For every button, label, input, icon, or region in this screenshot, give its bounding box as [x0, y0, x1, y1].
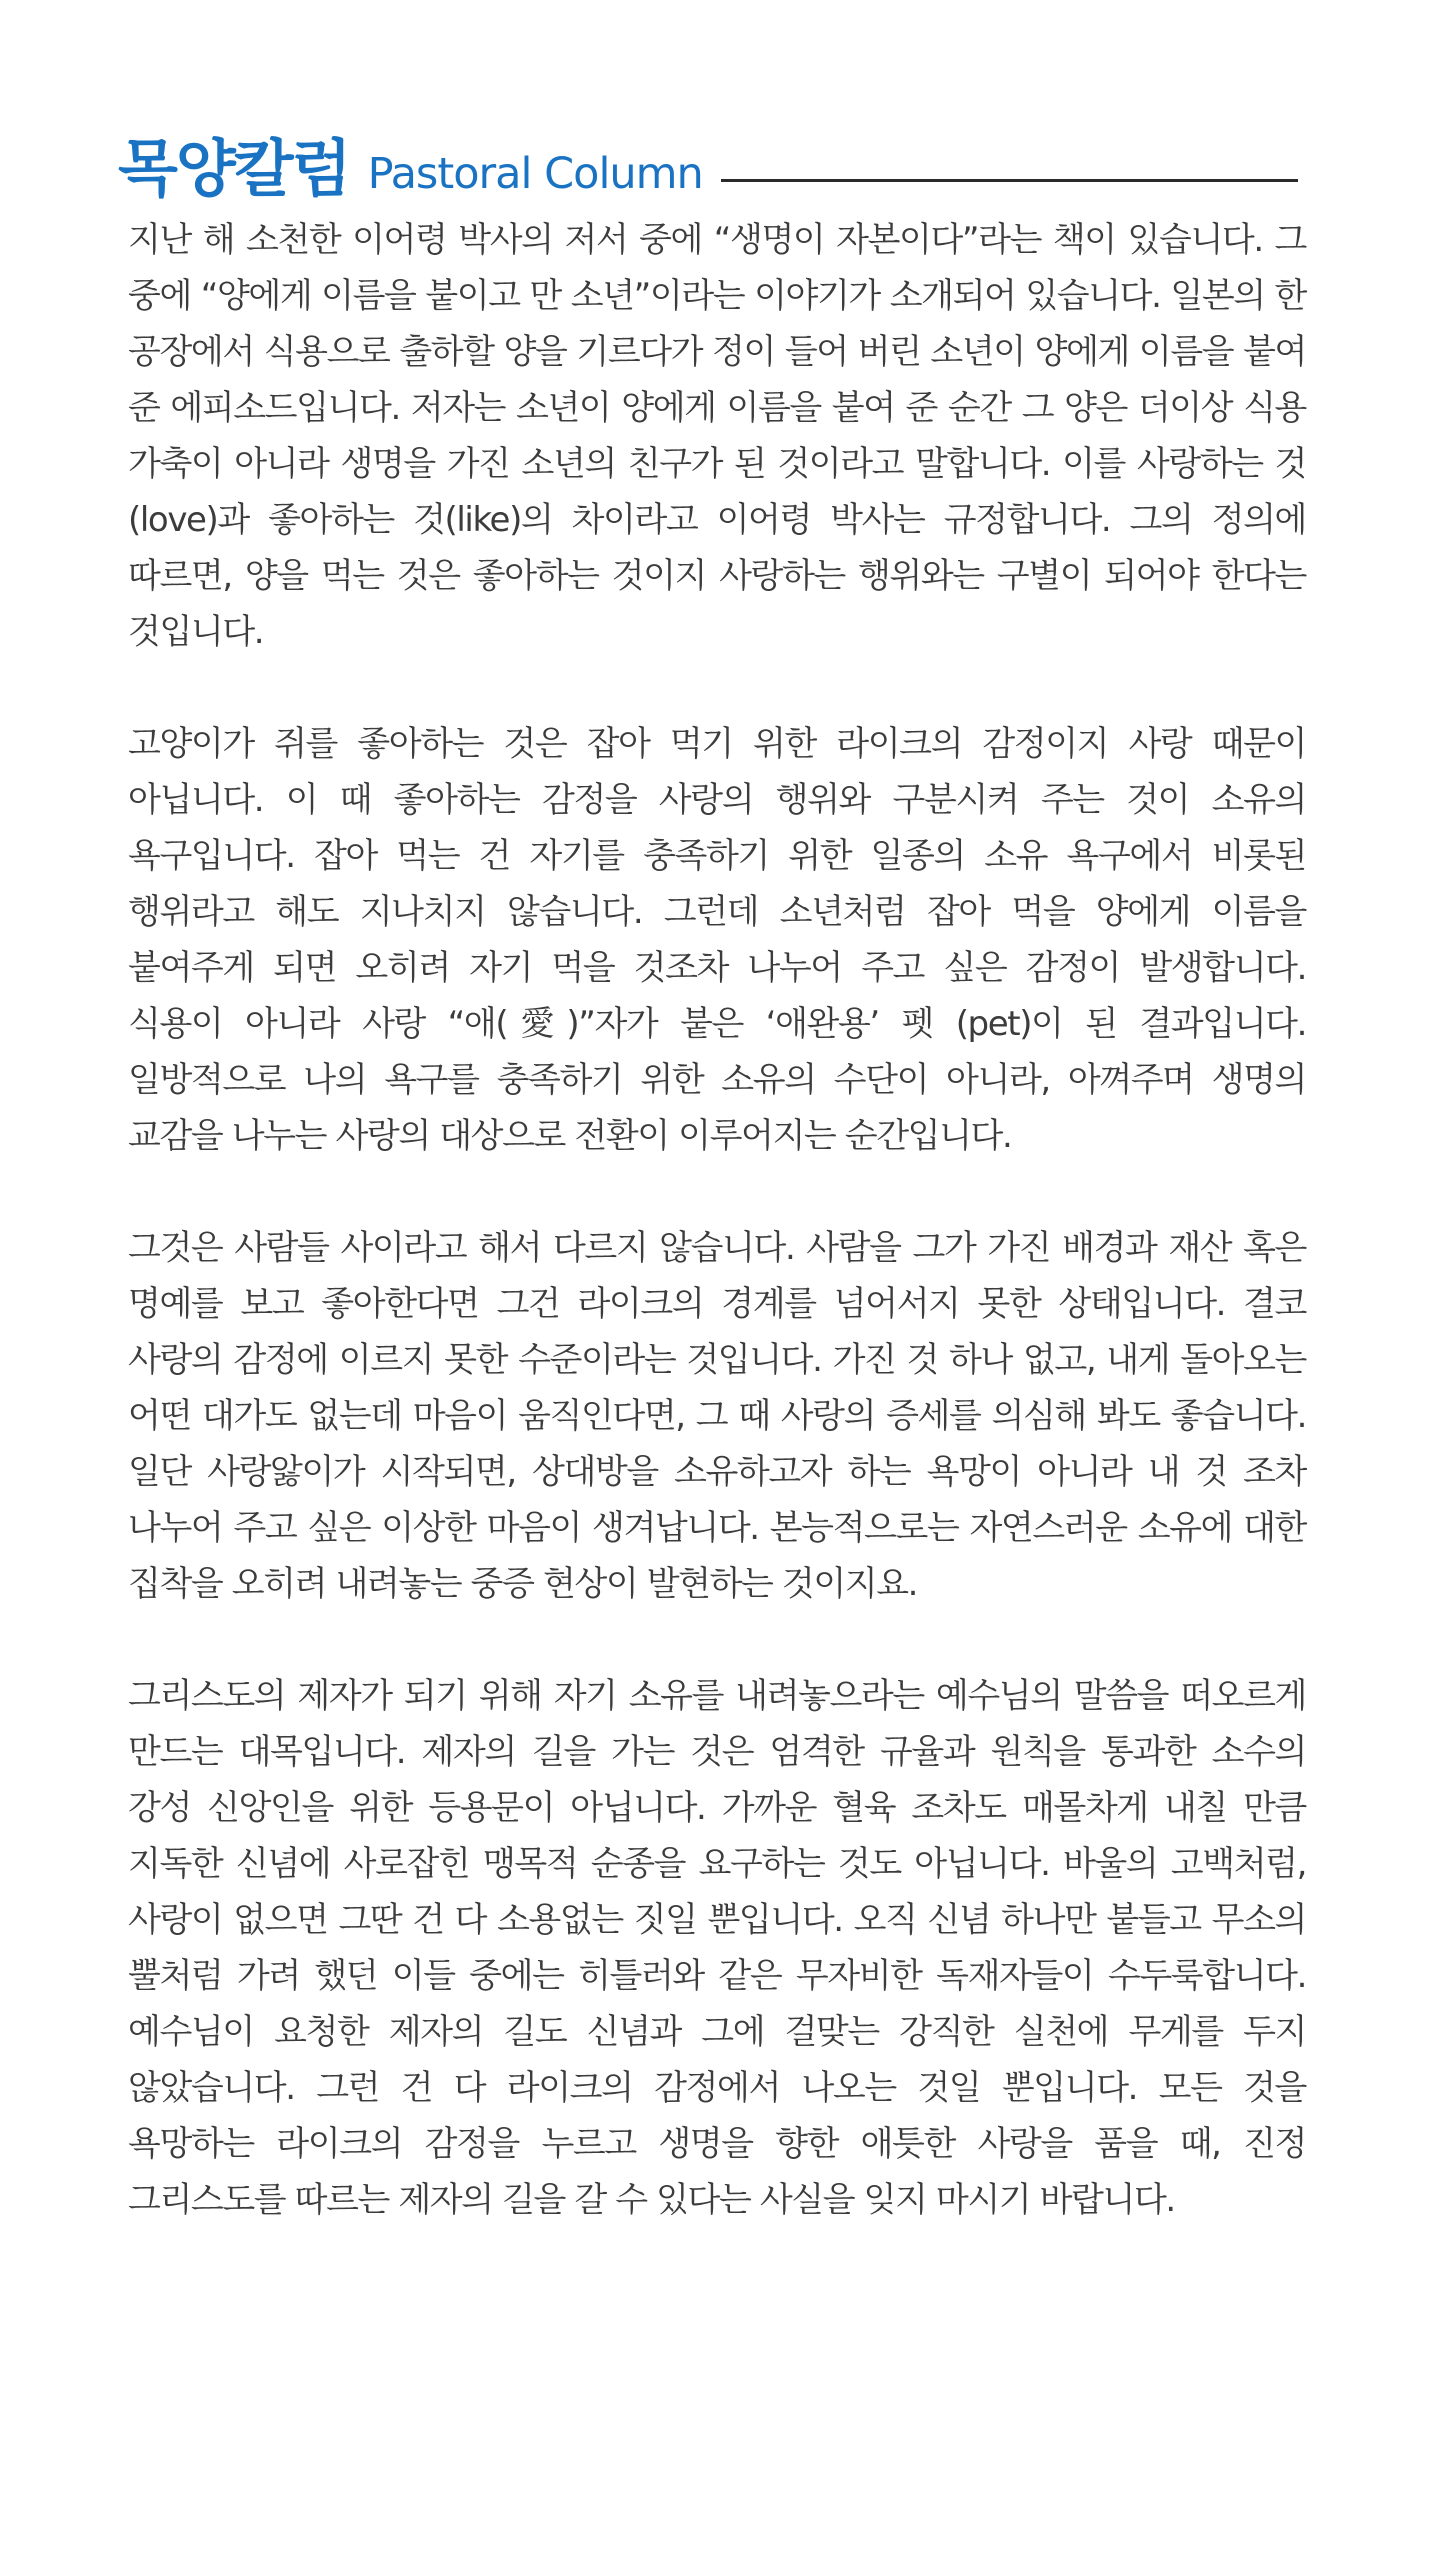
page-title: 목양칼럼: [118, 132, 350, 205]
column-body: [128, 212, 1306, 2284]
paragraph-1: 지난 해 소천한 이어령 박사의 저서 중에 “생명이 자본이다”라는 책이 있습니다. 그 중에 “양에게 이름을 붙이고 만 소년”이라는 이야기가 소개되어 있습니다. 일본의 한 공장에서 식용으로 출하할 양을 기르다가 정이 들어 버린 소년이 양에게 이름을 붙여 준 에피소드입니다. 저자는 소년이 양에게 이름을 붙여 준 순간 그 양은 더이상 식용 가축이 아니라 생명을 가진 소년의 친구가 된 것이라고 말합니다. 이를 사랑하는 것(love)과 좋아하는 것(like)의 차이라고 이어령 박사는 규정합니다. 그의 정의에 따르면, 양을 먹는 것은 좋아하는 것이지 사랑하는 행위와는 구별이 되어야 한다는 것입니다.: [128, 220, 1306, 652]
header-rule: [721, 179, 1298, 182]
paragraph-2: 고양이가 쥐를 좋아하는 것은 잡아 먹기 위한 라이크의 감정이지 사랑 때문이 아닙니다. 이 때 좋아하는 감정을 사랑의 행위와 구분시켜 주는 것이 소유의 욕구입니다. 잡아 먹는 건 자기를 충족하기 위한 일종의 소유 욕구에서 비롯된 행위라고 해도 지나치지 않습니다. 그런데 소년처럼 잡아 먹을 양에게 이름을 붙여주게 되면 오히려 자기 먹을 것조차 나누어 주고 싶은 감정이 발생합니다. 식용이 아니라 사랑 “애(愛)”자가 붙은 ‘애완용’ 펫 (pet)이 된 결과입니다. 일방적으로 나의 욕구를 충족하기 위한 소유의 수단이 아니라, 아껴주며 생명의 교감을 나누는 사랑의 대상으로 전환이 이루어지는 순간입니다.: [128, 724, 1306, 1156]
column-header: [118, 100, 1298, 205]
paragraph-4: 그리스도의 제자가 되기 위해 자기 소유를 내려놓으라는 예수님의 말씀을 떠오르게 만드는 대목입니다. 제자의 길을 가는 것은 엄격한 규율과 원칙을 통과한 소수의 강성 신앙인을 위한 등용문이 아닙니다. 가까운 혈육 조차도 매몰차게 내칠 만큼 지독한 신념에 사로잡힌 맹목적 순종을 요구하는 것도 아닙니다. 바울의 고백처럼, 사랑이 없으면 그딴 건 다 소용없는 짓일 뿐입니다. 오직 신념 하나만 붙들고 무소의 뿔처럼 가려 했던 이들 중에는 히틀러와 같은 무자비한 독재자들이 수두룩합니다. 예수님이 요청한 제자의 길도 신념과 그에 걸맞는 강직한 실천에 무게를 두지 않았습니다. 그런 건 다 라이크의 감정에서 나오는 것일 뿐입니다. 모든 것을 욕망하는 라이크의 감정을 누르고 생명을 향한 애틋한 사랑을 품을 때, 진정 그리스도를 따르는 제자의 길을 갈 수 있다는 사실을 잊지 마시기 바랍니다.: [128, 1676, 1306, 2220]
paragraph-3: 그것은 사람들 사이라고 해서 다르지 않습니다. 사람을 그가 가진 배경과 재산 혹은 명예를 보고 좋아한다면 그건 라이크의 경계를 넘어서지 못한 상태입니다. 결코 사랑의 감정에 이르지 못한 수준이라는 것입니다. 가진 것 하나 없고, 내게 돌아오는 어떤 대가도 없는데 마음이 움직인다면, 그 때 사랑의 증세를 의심해 봐도 좋습니다. 일단 사랑앓이가 시작되면, 상대방을 소유하고자 하는 욕망이 아니라 내 것 조차 나누어 주고 싶은 이상한 마음이 생겨납니다. 본능적으로는 자연스러운 소유에 대한 집착을 오히려 내려놓는 중증 현상이 발현하는 것이지요.: [128, 1228, 1306, 1604]
page-subtitle: Pastoral Column: [367, 149, 703, 199]
